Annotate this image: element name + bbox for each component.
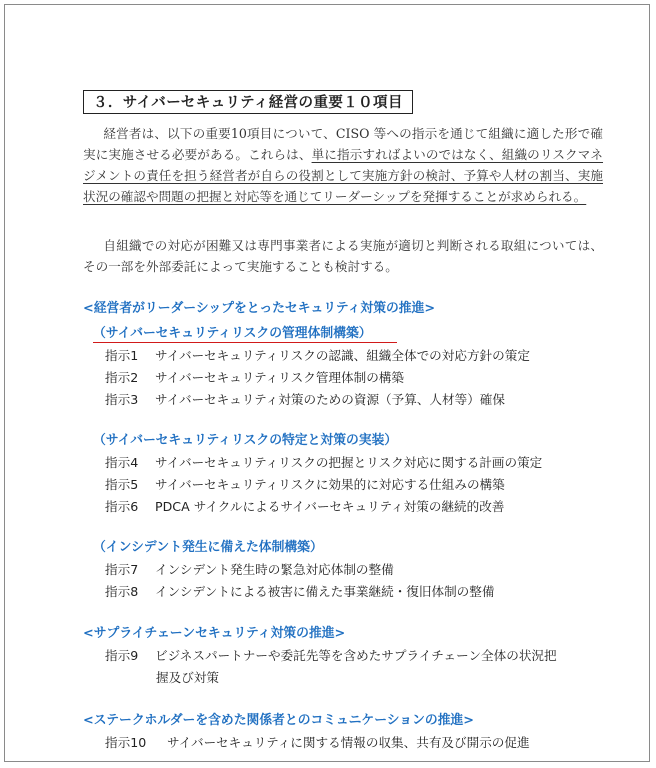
subheading-incident-preparedness: （インシデント発生に備えた体制構築） — [93, 540, 323, 555]
instruction-text: ビジネスパートナーや委託先等を含めたサプライチェーン全体の状況把 — [155, 648, 557, 663]
red-underline — [93, 342, 397, 343]
document-page — [4, 4, 650, 762]
instruction-item-4 — [105, 452, 542, 471]
instruction-text: サイバーセキュリティ対策のための資源（予算、人材等）確保 — [155, 392, 505, 407]
instruction-text: サイバーセキュリティリスクの認識、組織全体での対応方針の策定 — [155, 348, 530, 363]
instruction-number: 指示8 — [105, 584, 139, 599]
section-title: ３．サイバーセキュリティ経営の重要１０項目 — [83, 90, 413, 114]
instruction-number: 指示6 — [105, 499, 139, 514]
instruction-text: サイバーセキュリティリスクに効果的に対応する仕組みの構築 — [155, 477, 505, 492]
outsourcing-text: 自組織での対応が困難又は専門事業者による実施が適切と判断される取組については、その一部を外部委託によって実施することも検討する。 — [83, 238, 603, 274]
instruction-item-9-continuation: 握及び対策 — [156, 670, 219, 685]
instruction-number: 指示2 — [105, 370, 139, 385]
instruction-number: 指示4 — [105, 455, 139, 470]
instruction-item-3 — [105, 389, 505, 408]
instruction-item-6 — [105, 496, 504, 515]
section-heading-supply-chain: <サプライチェーンセキュリティ対策の推進> — [83, 626, 346, 641]
instruction-number: 指示5 — [105, 477, 139, 492]
instruction-number: 指示3 — [105, 392, 139, 407]
instruction-number: 指示1 — [105, 348, 139, 363]
instruction-text: サイバーセキュリティリスク管理体制の構築 — [155, 370, 404, 385]
instruction-number: 指示7 — [105, 562, 139, 577]
section-heading-leadership: <経営者がリーダーシップをとったセキュリティ対策の推進> — [83, 301, 436, 316]
instruction-item-2 — [105, 367, 404, 386]
instruction-text: インシデントによる被害に備えた事業継続・復旧体制の整備 — [155, 584, 495, 599]
instruction-text: インシデント発生時の緊急対応体制の整備 — [155, 562, 394, 577]
underlined-text: 単に指示すればよいのではなく、組織のリスクマネジメントの責任を担う経営者が自らの役割として実施方針の検討、予算や人材の割当、実施状況の確認や問題の把握と対応等を通じてリーダーシップを発揮することが求められる。 — [83, 147, 604, 204]
instruction-number: 指示9 — [105, 648, 139, 663]
instruction-item-5 — [105, 474, 505, 493]
subheading-risk-identification: （サイバーセキュリティリスクの特定と対策の実装） — [93, 433, 398, 448]
instruction-item-9 — [105, 645, 557, 664]
instruction-item-10 — [105, 732, 530, 751]
instruction-number: 指示10 — [105, 735, 147, 750]
instruction-item-7 — [105, 559, 394, 578]
instruction-item-1 — [105, 345, 530, 364]
subheading-management-structure: （サイバーセキュリティリスクの管理体制構築） — [93, 326, 372, 341]
instruction-text: サイバーセキュリティに関する情報の収集、共有及び開示の促進 — [167, 735, 530, 750]
section-heading-stakeholder-communication: <ステークホルダーを含めた関係者とのコミュニケーションの推進> — [83, 713, 475, 728]
intro-text: 経営者は、以下の重要10項目について、CISO 等への指示を通じて組織に適した形で確実に実施させる必要がある。これらは、 — [83, 126, 603, 162]
instruction-item-8 — [105, 581, 494, 600]
instruction-text: PDCA サイクルによるサイバーセキュリティ対策の継続的改善 — [155, 499, 505, 514]
instruction-text: サイバーセキュリティリスクの把握とリスク対応に関する計画の策定 — [155, 455, 543, 470]
intro-paragraph — [83, 123, 603, 207]
outsourcing-paragraph — [83, 235, 603, 277]
